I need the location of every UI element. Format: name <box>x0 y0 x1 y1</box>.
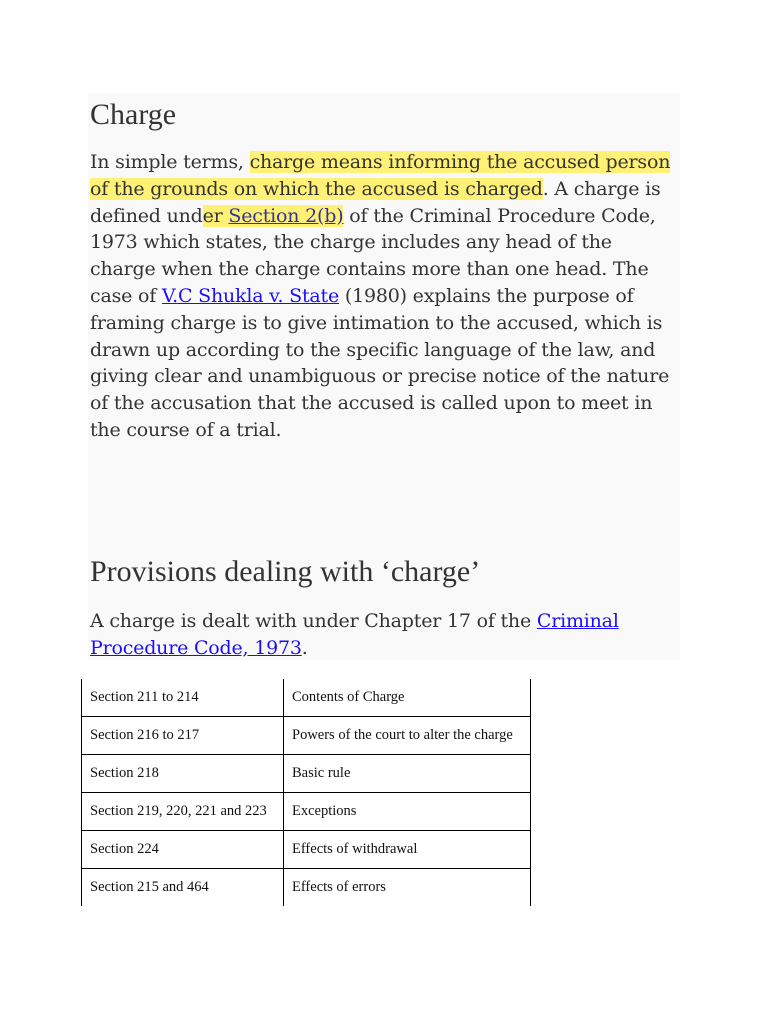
sections-table <box>81 679 531 906</box>
table-cell-section: Section 219, 220, 221 and 223 <box>82 793 284 831</box>
table-cell-section: Section 216 to 217 <box>82 717 284 755</box>
link-section-2b[interactable]: Section 2(b) <box>228 204 344 227</box>
paragraph-provisions <box>90 608 680 662</box>
link-crpc-1973[interactable]: Criminal Procedure Code, 1973 <box>90 610 619 659</box>
text-run: of the Criminal Procedure Code, 1973 which states, the charge includes any head of the charge when the charge contains more than one head. The case of <box>90 204 656 307</box>
table-cell-section: Section 215 and 464 <box>82 869 284 907</box>
table-cell-topic: Effects of errors <box>284 869 531 907</box>
table-cell-topic: Effects of withdrawal <box>284 831 531 869</box>
table-cell-topic: Basic rule <box>284 755 531 793</box>
highlighted-text: charge means informing the accused person of the grounds on which the accused is charged <box>90 151 671 200</box>
table-row <box>82 755 531 793</box>
text-run: . <box>301 636 308 659</box>
highlighted-text: er <box>202 204 229 227</box>
text-run: (1980) explains the purpose of framing charge is to give intimation to the accused, which is drawn up according to the specific language of the law, and giving clear and unambiguous or precise notice of the nature of the accusation that the accused is called upon to meet in the course of a trial. <box>90 284 670 441</box>
heading-provisions: Provisions dealing with ‘charge’ <box>90 555 481 588</box>
link-vc-shukla-case[interactable]: V.C Shukla v. State <box>161 284 340 307</box>
table-cell-section: Section 218 <box>82 755 284 793</box>
table-row <box>82 717 531 755</box>
text-run: . A charge is defined und <box>90 177 661 227</box>
table-row <box>82 679 531 717</box>
table-row <box>82 869 531 907</box>
sections-table-wrapper <box>81 679 531 906</box>
heading-charge: Charge <box>90 98 177 131</box>
table-cell-section: Section 224 <box>82 831 284 869</box>
table-cell-topic: Contents of Charge <box>284 679 531 717</box>
paragraph-charge-definition <box>90 149 680 444</box>
text-run: In simple terms, <box>90 151 250 173</box>
table-cell-topic: Exceptions <box>284 793 531 831</box>
text-run: A charge is dealt with under Chapter 17 of the <box>90 610 537 632</box>
article-panel <box>88 93 680 660</box>
table-cell-topic: Powers of the court to alter the charge <box>284 717 531 755</box>
table-row <box>82 831 531 869</box>
table-cell-section: Section 211 to 214 <box>82 679 284 717</box>
table-row <box>82 793 531 831</box>
